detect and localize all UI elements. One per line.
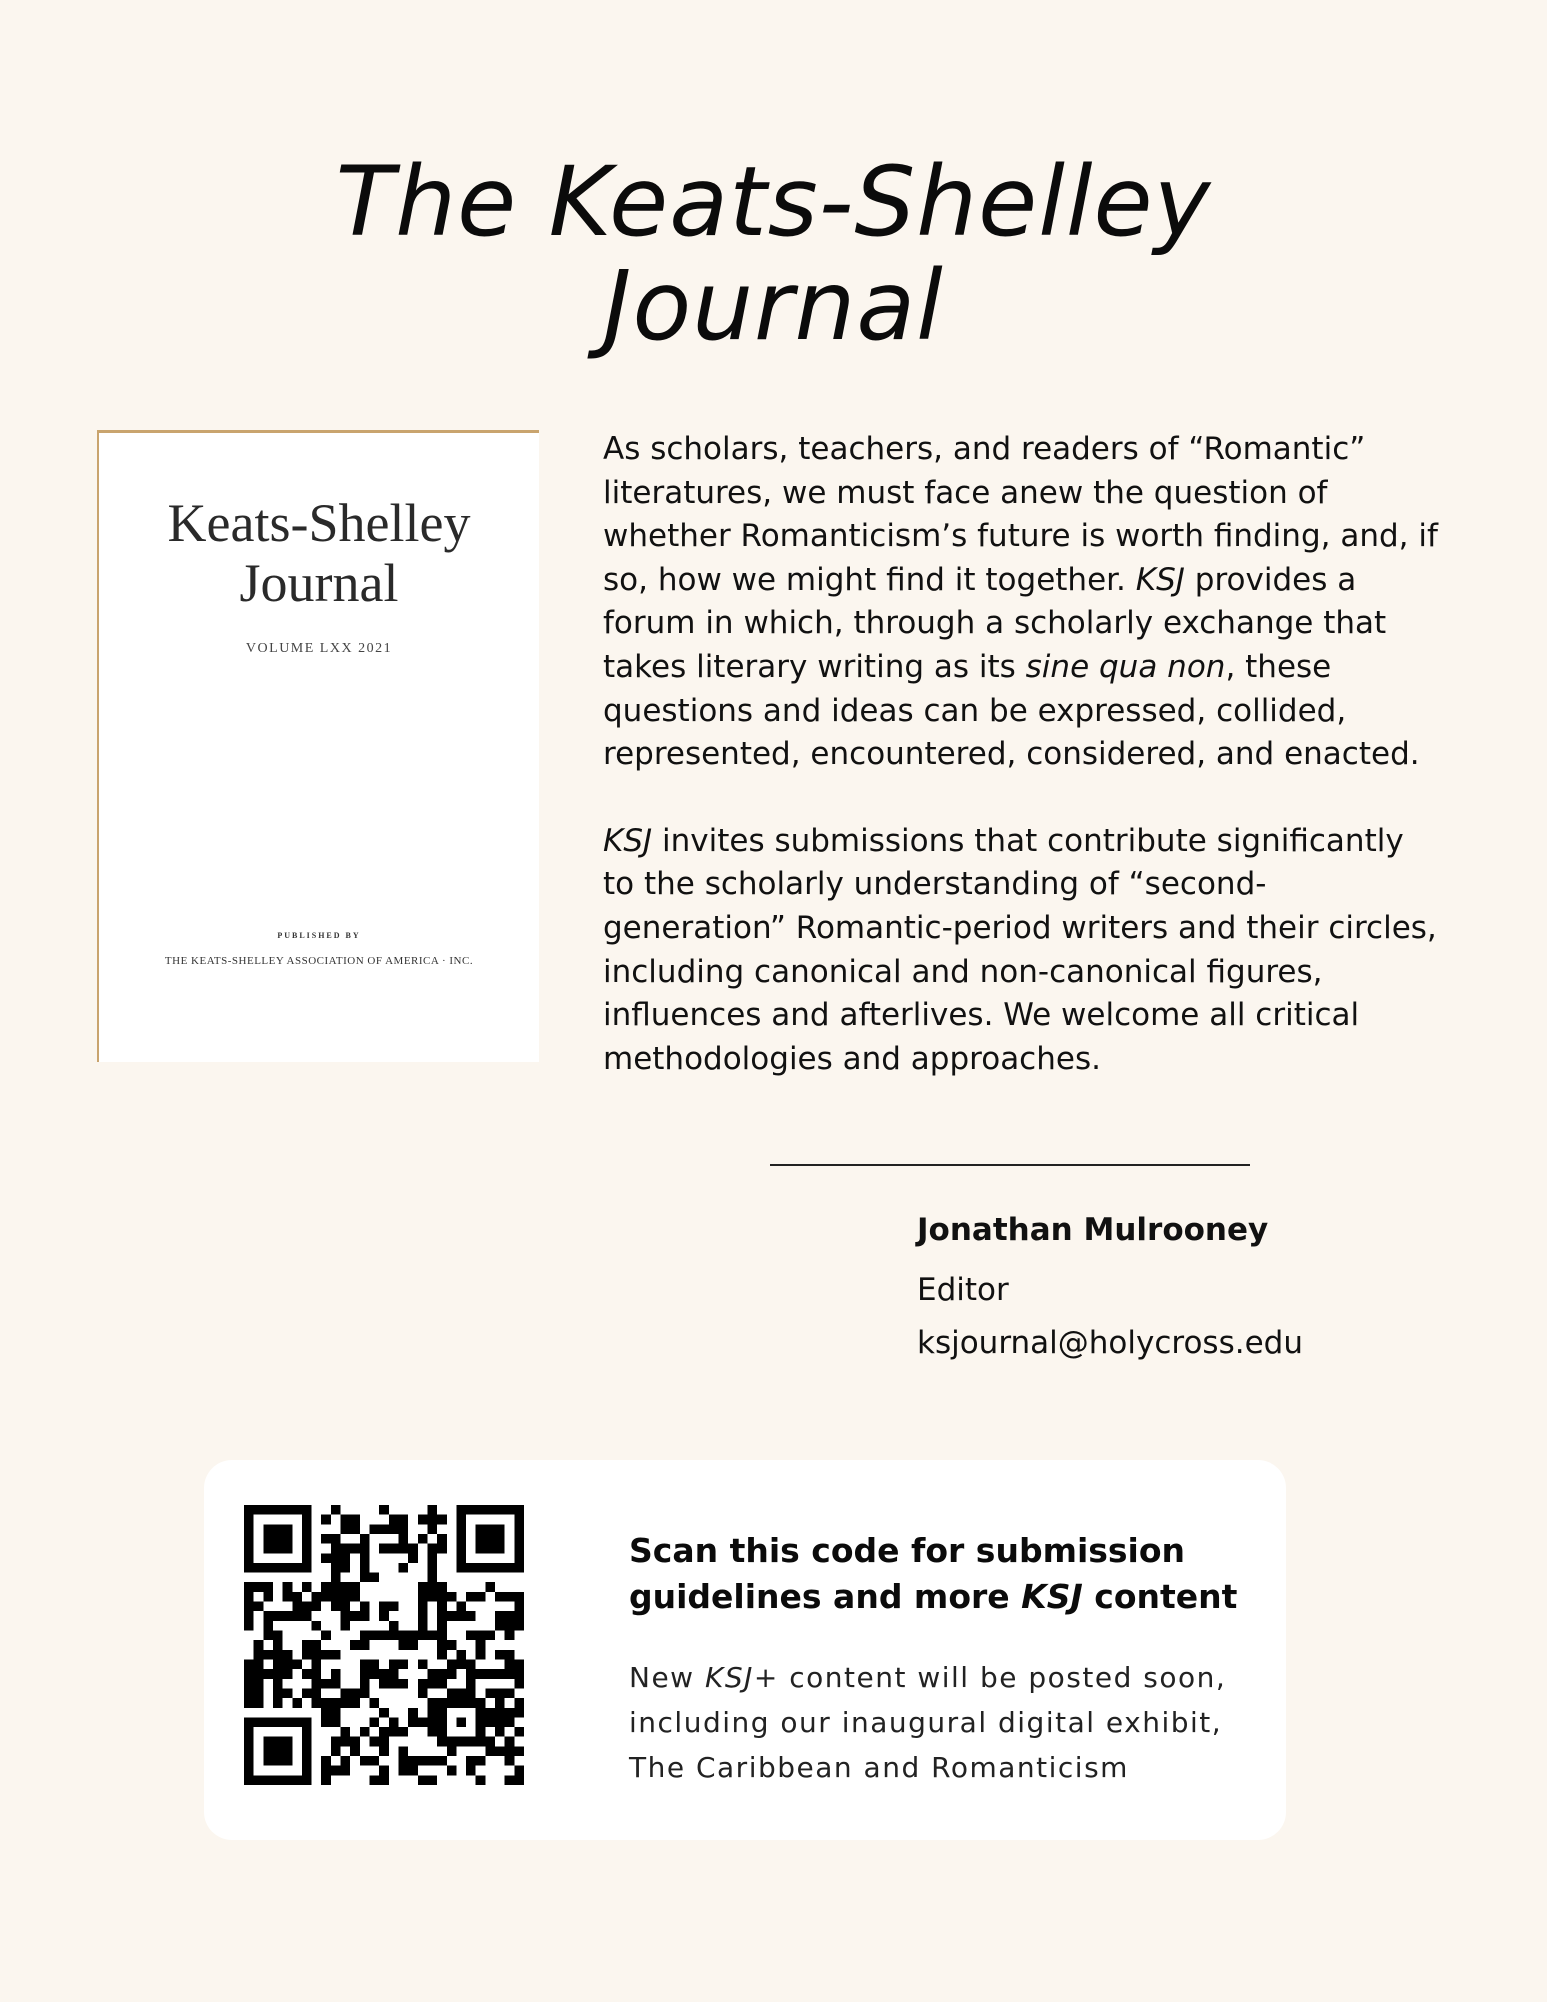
description	[603, 428, 1443, 1081]
paragraph-1	[603, 428, 1443, 777]
editor-role: Editor	[917, 1272, 1009, 1308]
editor-name: Jonathan Mulrooney	[917, 1212, 1269, 1248]
journal-cover-image	[97, 430, 539, 1062]
qr-heading-a: Scan this code for submission guidelines and more	[629, 1531, 1186, 1616]
qr-card	[204, 1460, 1286, 1840]
qr-heading-b: content	[1082, 1577, 1238, 1616]
p1-text-b: provides a forum in which, through a scholarly exchange that takes literary writing as its	[603, 561, 1387, 685]
page-title	[0, 146, 1547, 362]
cover-title-line-2: Journal	[239, 553, 399, 613]
qr-desc-a: New	[629, 1661, 705, 1694]
qr-code-icon[interactable]	[244, 1505, 524, 1785]
qr-heading-ksj: KSJ	[1021, 1577, 1083, 1616]
paragraph-2	[603, 820, 1443, 1082]
cover-volume: VOLUME LXX 2021	[245, 641, 393, 656]
page-title-line-2: Journal	[603, 250, 944, 362]
divider	[770, 1164, 1250, 1166]
p2-text-a: invites submissions that contribute significantly to the scholarly understanding of “second-generation” Romantic-period writers and their circles, including canonical and non-canonical figures, influences and afterlives. We welcome all critical methodologies and approaches.	[603, 822, 1437, 1077]
p1-ksj: KSJ	[1135, 561, 1185, 598]
editor-email: ksjournal@holycross.edu	[917, 1325, 1303, 1361]
p1-text-c: , these questions and ideas can be expressed, collided, represented, encountered, considered, and enacted.	[603, 648, 1420, 773]
cover-title-line-1: Keats-Shelley	[167, 493, 471, 553]
page-title-line-1: The Keats-Shelley	[335, 146, 1212, 258]
qr-desc-ksj: KSJ+	[704, 1661, 779, 1694]
qr-heading	[629, 1528, 1249, 1620]
cover-association: THE KEATS-SHELLEY ASSOCIATION OF AMERICA · INC.	[164, 955, 474, 967]
p2-ksj: KSJ	[603, 822, 653, 859]
qr-description	[629, 1655, 1229, 1790]
cover-title	[99, 493, 539, 613]
cover-published-by: PUBLISHED BY	[277, 931, 361, 940]
qr-desc-b: content will be posted soon, including our inaugural digital exhibit, The Caribbean and Romanticism	[629, 1661, 1227, 1784]
p1-latin: sine qua non	[1025, 648, 1226, 685]
p1-text-a: As scholars, teachers, and readers of “Romantic” literatures, we must face anew the question of whether Romanticism’s future is worth finding, and, if so, how we might find it together.	[603, 431, 1438, 598]
